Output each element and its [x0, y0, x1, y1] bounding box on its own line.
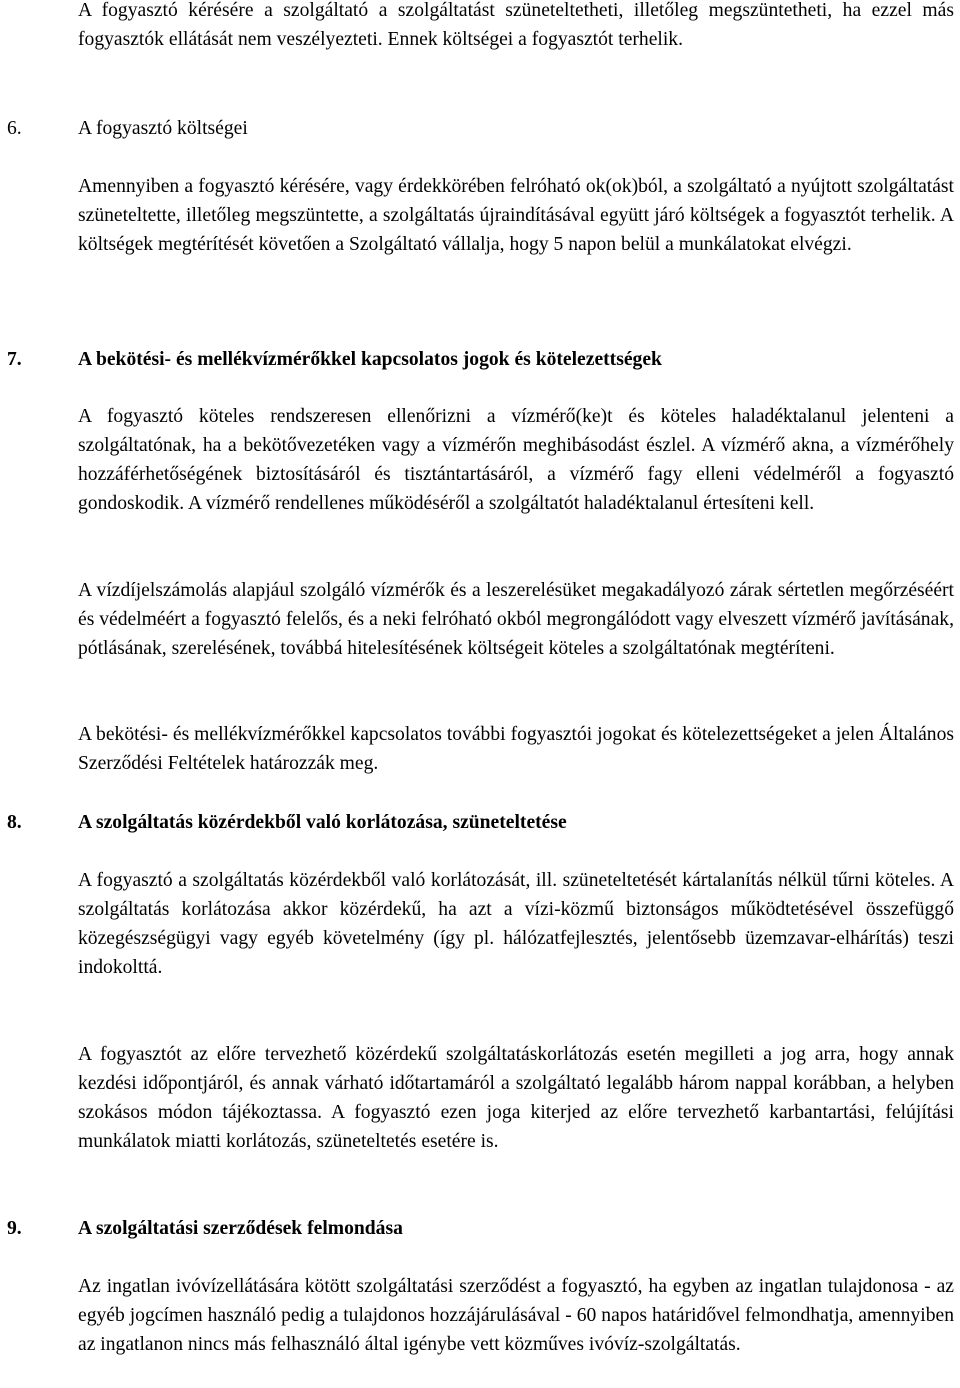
paragraph-6-1: Amennyiben a fogyasztó kérésére, vagy érdekkörében felróható ok(ok)ból, a szolgáltató a nyújtott szolgáltatást szüneteltette, illetőleg megszüntette, a szolgáltatás újraindításával együtt járó költségek a fogyasztót terhelik. A költségek megtérítését követően a Szolgáltató vállalja, hogy 5 napon belül a munkálatokat elvégzi.: [78, 176, 954, 255]
section-7-heading: [7, 345, 954, 374]
paragraph-7-2: A vízdíjelszámolás alapjául szolgáló vízmérők és a leszerelésüket megakadályozó zárak sértetlen megőrzéséért és védelméért a fogyasztó felelős, és a neki felróható okból megrongálódott vagy elveszett vízmérő javításának, pótlásának, szerelésének, továbbá hitelesítésének költségeit köteles a szolgáltatónak megtéríteni.: [78, 580, 954, 659]
paragraph-8-2: A fogyasztót az előre tervezhető közérdekű szolgáltatáskorlátozás esetén megilleti a jog arra, hogy annak kezdési időpontjáról, és annak várható időtartamáról a szolgáltató legalább három nappal korábban, a helyben szokásos módon tájékoztassa. A fogyasztó ezen joga kiterjed az előre tervezhető karbantartási, felújítási munkálatok miatti korlátozás, szüneteltetés esetére is.: [78, 1044, 954, 1152]
section-7-title: A bekötési- és mellékvízmérőkkel kapcsolatos jogok és kötelezettségek: [78, 349, 662, 370]
section-8-number: 8.: [7, 812, 22, 833]
section-8-title: A szolgáltatás közérdekből való korlátozása, szüneteltetése: [78, 812, 567, 833]
section-9-number: 9.: [7, 1218, 22, 1239]
paragraph-7-1: A fogyasztó köteles rendszeresen ellenőrizni a vízmérő(ke)t és köteles haladéktalanul jelenteni a szolgáltatónak, ha a bekötővezetéken vagy a vízmérőn meghibásodást észlel. A vízmérő akna, a vízmérőhely hozzáférhetőségének biztosításáról és tisztántartásáról, a vízmérő fagy elleni védelméről a fogyasztó gondoskodik. A vízmérő rendellenes működéséről a szolgáltatót haladéktalanul értesíteni kell.: [78, 406, 954, 514]
section-6-title: A fogyasztó költségei: [78, 118, 248, 139]
section-8-heading: [7, 808, 954, 837]
section-7-number: 7.: [7, 349, 22, 370]
section-9-title: A szolgáltatási szerződések felmondása: [78, 1218, 403, 1239]
section-6-heading: [7, 114, 954, 143]
paragraph-7-3: A bekötési- és mellékvízmérőkkel kapcsolatos további fogyasztói jogokat és kötelezettségeket a jelen Általános Szerződési Feltételek határozzák meg.: [78, 724, 954, 774]
paragraph-intro: A fogyasztó kérésére a szolgáltató a szolgáltatást szüneteltetheti, illetőleg megszüntetheti, ha ezzel más fogyasztók ellátását nem veszélyezteti. Ennek költségei a fogyasztót terhelik.: [78, 0, 954, 50]
section-9-heading: [7, 1214, 954, 1243]
paragraph-9-1: Az ingatlan ivóvízellátására kötött szolgáltatási szerződést a fogyasztó, ha egyben az ingatlan tulajdonosa - az egyéb jogcímen használó pedig a tulajdonos hozzájárulásával - 60 napos határidővel felmondhatja, amennyiben az ingatlanon nincs más felhasználó által igénybe vett közműves ivóvíz-szolgáltatás.: [78, 1276, 954, 1355]
paragraph-8-1: A fogyasztó a szolgáltatás közérdekből való korlátozását, ill. szüneteltetését kártalanítás nélkül tűrni köteles. A szolgáltatás korlátozása akkor közérdekű, ha azt a vízi-közmű biztonságos működtetésével összefüggő közegészségügyi vagy egyéb követelmény (így pl. hálózatfejlesztés, jelentősebb üzemzavar-elhárítás) teszi indokolttá.: [78, 870, 954, 978]
section-6-number: 6.: [7, 118, 22, 139]
